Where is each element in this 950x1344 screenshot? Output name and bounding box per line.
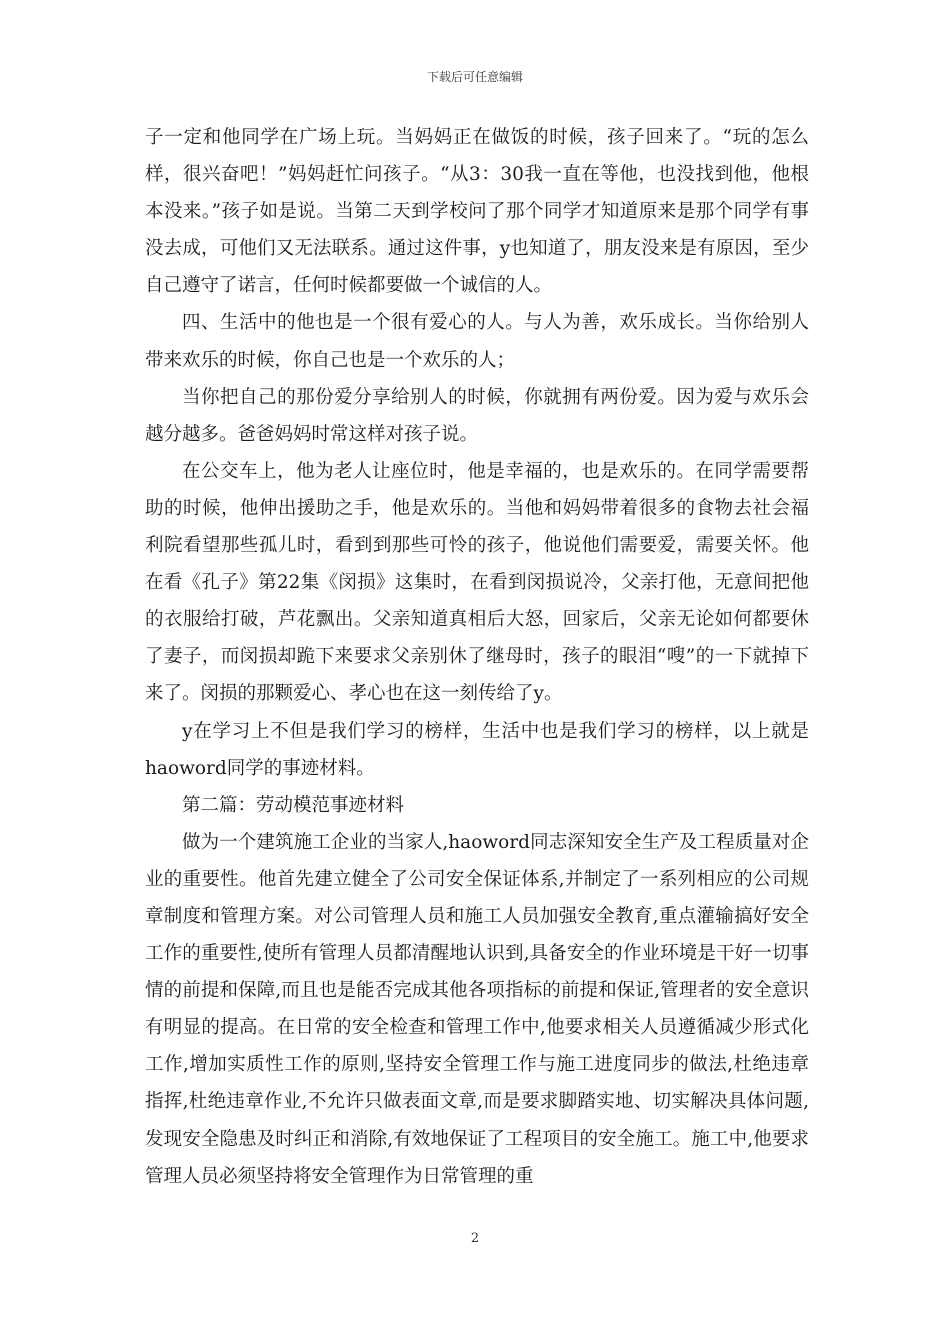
paragraph: 在公交车上，他为老人让座位时，他是幸福的，也是欢乐的。在同学需要帮助的时候，他伸出援助之手，他是欢乐的。当他和妈妈带着很多的食物去社会福利院看望那些孤儿时，看到到那些可怜的孩子，他说他们需要爱，需要关怀。他在看《孔子》第22集《闵损》这集时，在看到闵损说冷，父亲打他，无意间把他的衣服给打破，芦花飘出。父亲知道真相后大怒，回家后，父亲无论如何都要休了妻子，而闵损却跪下来要求父亲别休了继母时，孩子的眼泪“嗖”的一下就掉下来了。闵损的那颗爱心、孝心也在这一刻传给了y。 — [145, 460, 809, 705]
page-number: 2 — [470, 1231, 480, 1246]
paragraph: 子一定和他同学在广场上玩。当妈妈正在做饭的时候，孩子回来了。“玩的怎么样，很兴奋吧！”妈妈赶忙问孩子。“从3：30我一直在等他，也没找到他，他根本没来。”孩子如是说。当第二天到学校问了那个同学才知道原来是那个同学有事没去成，可他们又无法联系。通过这件事，y也知道了，朋友没来是有原因，至少自己遵守了诺言，任何时候都要做一个诚信的人。 — [145, 127, 809, 297]
paragraph: 四、生活中的他也是一个很有爱心的人。与人为善，欢乐成长。当你给别人带来欢乐的时候，你自己也是一个欢乐的人； — [145, 312, 809, 371]
document-body — [145, 119, 809, 1195]
paragraph: y在学习上不但是我们学习的榜样，生活中也是我们学习的榜样，以上就是haoword同学的事迹材料。 — [145, 720, 809, 779]
page-header: 下载后可任意编辑 — [426, 70, 523, 84]
paragraph: 当你把自己的那份爱分享给别人的时候，你就拥有两份爱。因为爱与欢乐会越分越多。爸爸妈妈时常这样对孩子说。 — [145, 386, 809, 445]
section-heading: 第二篇：劳动模范事迹材料 — [182, 794, 405, 816]
paragraph: 做为一个建筑施工企业的当家人,haoword同志深知安全生产及工程质量对企业的重要性。他首先建立健全了公司安全保证体系,并制定了一系列相应的公司规章制度和管理方案。对公司管理人员和施工人员加强安全教育,重点灌输搞好安全工作的重要性,使所有管理人员都清醒地认识到,具备安全的作业环境是干好一切事情的前提和保障,而且也是能否完成其他各项指标的前提和保证,管理者的安全意识有明显的提高。在日常的安全检查和管理工作中,他要求相关人员遵循减少形式化工作,增加实质性工作的原则,坚持安全管理工作与施工进度同步的做法,杜绝违章指挥,杜绝违章作业,不允许只做表面文章,而是要求脚踏实地、切实解决具体问题,发现安全隐患及时纠正和消除,有效地保证了工程项目的安全施工。施工中,他要求管理人员必须坚持将安全管理作为日常管理的重 — [145, 831, 809, 1187]
